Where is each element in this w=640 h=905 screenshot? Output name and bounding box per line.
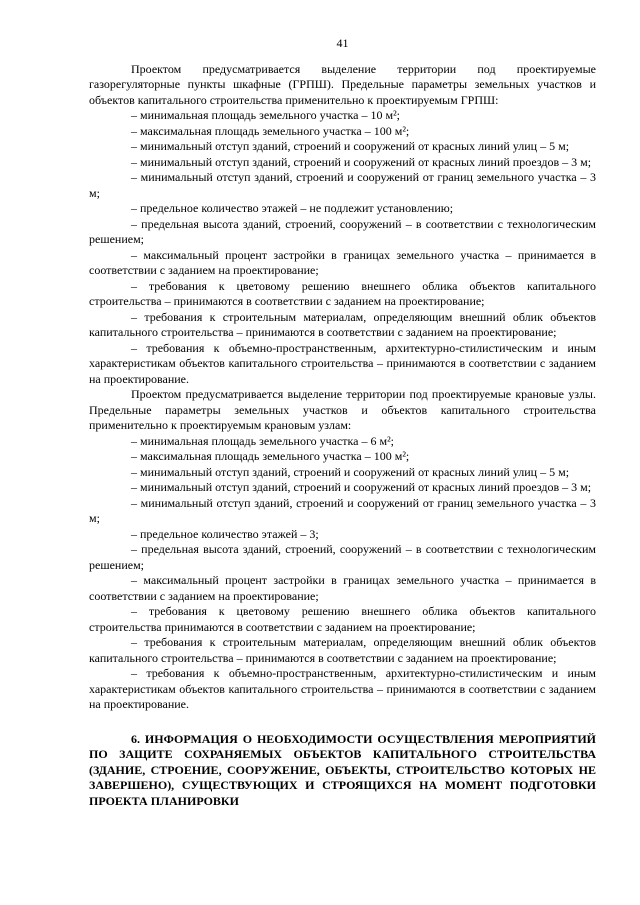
list-item: – предельная высота зданий, строений, сооружений – в соответствии с технологическим решением;	[89, 216, 596, 246]
list-item: – минимальный отступ зданий, строений и сооружений от красных линий проездов – 3 м;	[131, 154, 592, 169]
list-item: – максимальная площадь земельного участка – 100 м²;	[131, 449, 410, 463]
page-number: 41	[336, 36, 349, 50]
section-heading: 6. ИНФОРМАЦИЯ О НЕОБХОДИМОСТИ ОСУЩЕСТВЛЕНИЯ МЕРОПРИЯТИЙ ПО ЗАЩИТЕ СОХРАНЯЕМЫХ ОБЪЕКТОВ КАПИТАЛЬНОГО СТРОИТЕЛЬСТВА (ЗДАНИЕ, СТРОЕНИЕ, СООРУЖЕНИЕ, ОБЪЕКТЫ, СТРОИТЕЛЬСТВО КОТОРЫХ НЕ ЗАВЕРШЕНО), СУЩЕСТВУЮЩИХ И СТРОЯЩИХСЯ НА МОМЕНТ ПОДГОТОВКИ ПРОЕКТА ПЛАНИРОВКИ	[89, 731, 596, 808]
list-item: – предельное количество этажей – не подлежит установлению;	[131, 201, 454, 215]
section-grpsh-intro: Проектом предусматривается выделение территории под проектируемые газорегуляторные пункты шкафные (ГРПШ). Предельные параметры земельных участков и объектов капитального строительства применительно к проектируемым ГРПШ:	[89, 61, 596, 107]
list-item: – минимальный отступ зданий, строений и сооружений от красных линий проездов – 3 м;	[131, 480, 592, 494]
list-item: – минимальная площадь земельного участка – 10 м²;	[131, 108, 401, 122]
list-item: – предельное количество этажей – 3;	[131, 526, 319, 541]
list-item: – минимальная площадь земельного участка – 6 м²;	[131, 433, 395, 448]
list-item: – требования к цветовому решению внешнего облика объектов капитального строительства – принимаются в соответствии с заданием на проектирование;	[89, 278, 596, 308]
list-item: – требования к строительным материалам, определяющим внешний облик объектов капитального строительства – принимаются в соответствии с заданием на проектирование;	[89, 309, 596, 339]
list-item: – максимальная площадь земельного участка – 100 м²;	[131, 123, 410, 138]
section-grpsh	[89, 62, 596, 388]
list-item: – минимальный отступ зданий, строений и сооружений от красных линий улиц – 5 м;	[131, 139, 570, 153]
section-crane-nodes-intro: Проектом предусматривается выделение территории под проектируемые крановые узлы. Предельные параметры земельных участков и объектов капитального строительства применительно к проектируемым крановым узлам:	[89, 387, 596, 432]
list-item: – минимальный отступ зданий, строений и сооружений от границ земельного участка – 3 м;	[89, 170, 596, 200]
list-item: – минимальный отступ зданий, строений и сооружений от красных линий улиц – 5 м;	[131, 464, 570, 479]
list-item: – максимальный процент застройки в границах земельного участка – принимается в соответствии с заданием на проектирование;	[89, 573, 596, 603]
list-item: – максимальный процент застройки в границах земельного участка – принимается в соответствии с заданием на проектирование;	[89, 247, 596, 277]
list-item: – требования к объемно-пространственным, архитектурно-стилистическим и иным характеристикам объектов капитального строительства – принимаются в соответствии с заданием на проектирование.	[89, 666, 596, 711]
list-item: – требования к цветовому решению внешнего облика объектов капитального строительства принимаются в соответствии с заданием на проектирование;	[89, 604, 596, 634]
list-item: – требования к строительным материалам, определяющим внешний облик объектов капитального строительства – принимаются в соответствии с заданием на проектирование;	[89, 635, 596, 665]
list-item: – предельная высота зданий, строений, сооружений – в соответствии с технологическим решением;	[89, 542, 596, 572]
list-item: – требования к объемно-пространственным, архитектурно-стилистическим и иным характеристикам объектов капитального строительства – принимаются в соответствии с заданием на проектирование.	[89, 340, 596, 386]
section-crane-nodes	[89, 387, 596, 713]
list-item: – минимальный отступ зданий, строений и сооружений от границ земельного участка – 3 м;	[89, 495, 596, 525]
